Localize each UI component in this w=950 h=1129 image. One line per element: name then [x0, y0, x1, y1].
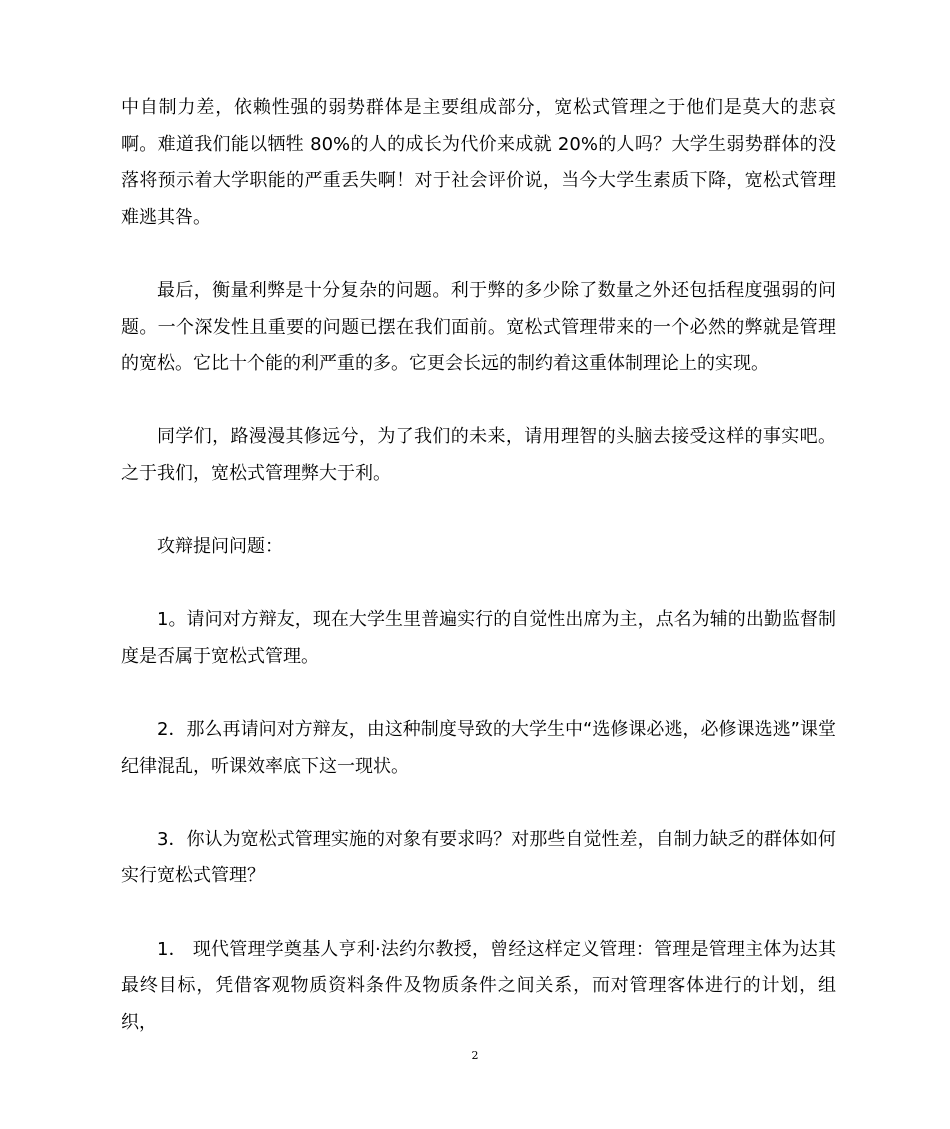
- paragraph-closing-appeal: 同学们，路漫漫其修远兮，为了我们的未来，请用理智的头脑去接受这样的事实吧。之于我们，宽松式管理弊大于利。: [121, 426, 836, 484]
- question-item-1: 1。请问对方辩友，现在大学生里普遍实行的自觉性出席为主，点名为辅的出勤监督制度是否属于宽松式管理。: [121, 609, 836, 667]
- question-item-3: 3．你认为宽松式管理实施的对象有要求吗？对那些自觉性差，自制力缺乏的群体如何实行宽松式管理？: [121, 828, 836, 887]
- question-item-2: 2．那么再请问对方辩友，由这种制度导致的大学生中“选修课必逃，必修课选逃”课堂纪律混乱，听课效率底下这一现状。: [121, 719, 836, 777]
- list-item-definition: 1． 现代管理学奠基人亨利·法约尔教授，曾经这样定义管理：管理是管理主体为达其最终目标，凭借客观物质资料条件及物质条件之间关系，而对管理客体进行的计划，组织，: [121, 938, 836, 1033]
- paragraph-conclusion: 最后，衡量利弊是十分复杂的问题。利于弊的多少除了数量之外还包括程度强弱的问题。一个深发性且重要的问题已摆在我们面前。宽松式管理带来的一个必然的弊就是管理的宽松。它比十个能的利严重的多。它更会长远的制约着这重体制理论上的实现。: [121, 279, 836, 375]
- page-number: 2: [471, 1049, 479, 1062]
- document-body: [121, 90, 836, 1078]
- section-heading-questions: 攻辩提问问题：: [157, 536, 283, 558]
- paragraph-continuation: 中自制力差，依赖性强的弱势群体是主要组成部分，宽松式管理之于他们是莫大的悲哀啊。难道我们能以牺牲 80%的人的成长为代价来成就 20%的人吗？大学生弱势群体的没落将预示着大学职能的严重丢失啊！对于社会评价说，当今大学生素质下降，宽松式管理难逃其咎。: [121, 97, 836, 228]
